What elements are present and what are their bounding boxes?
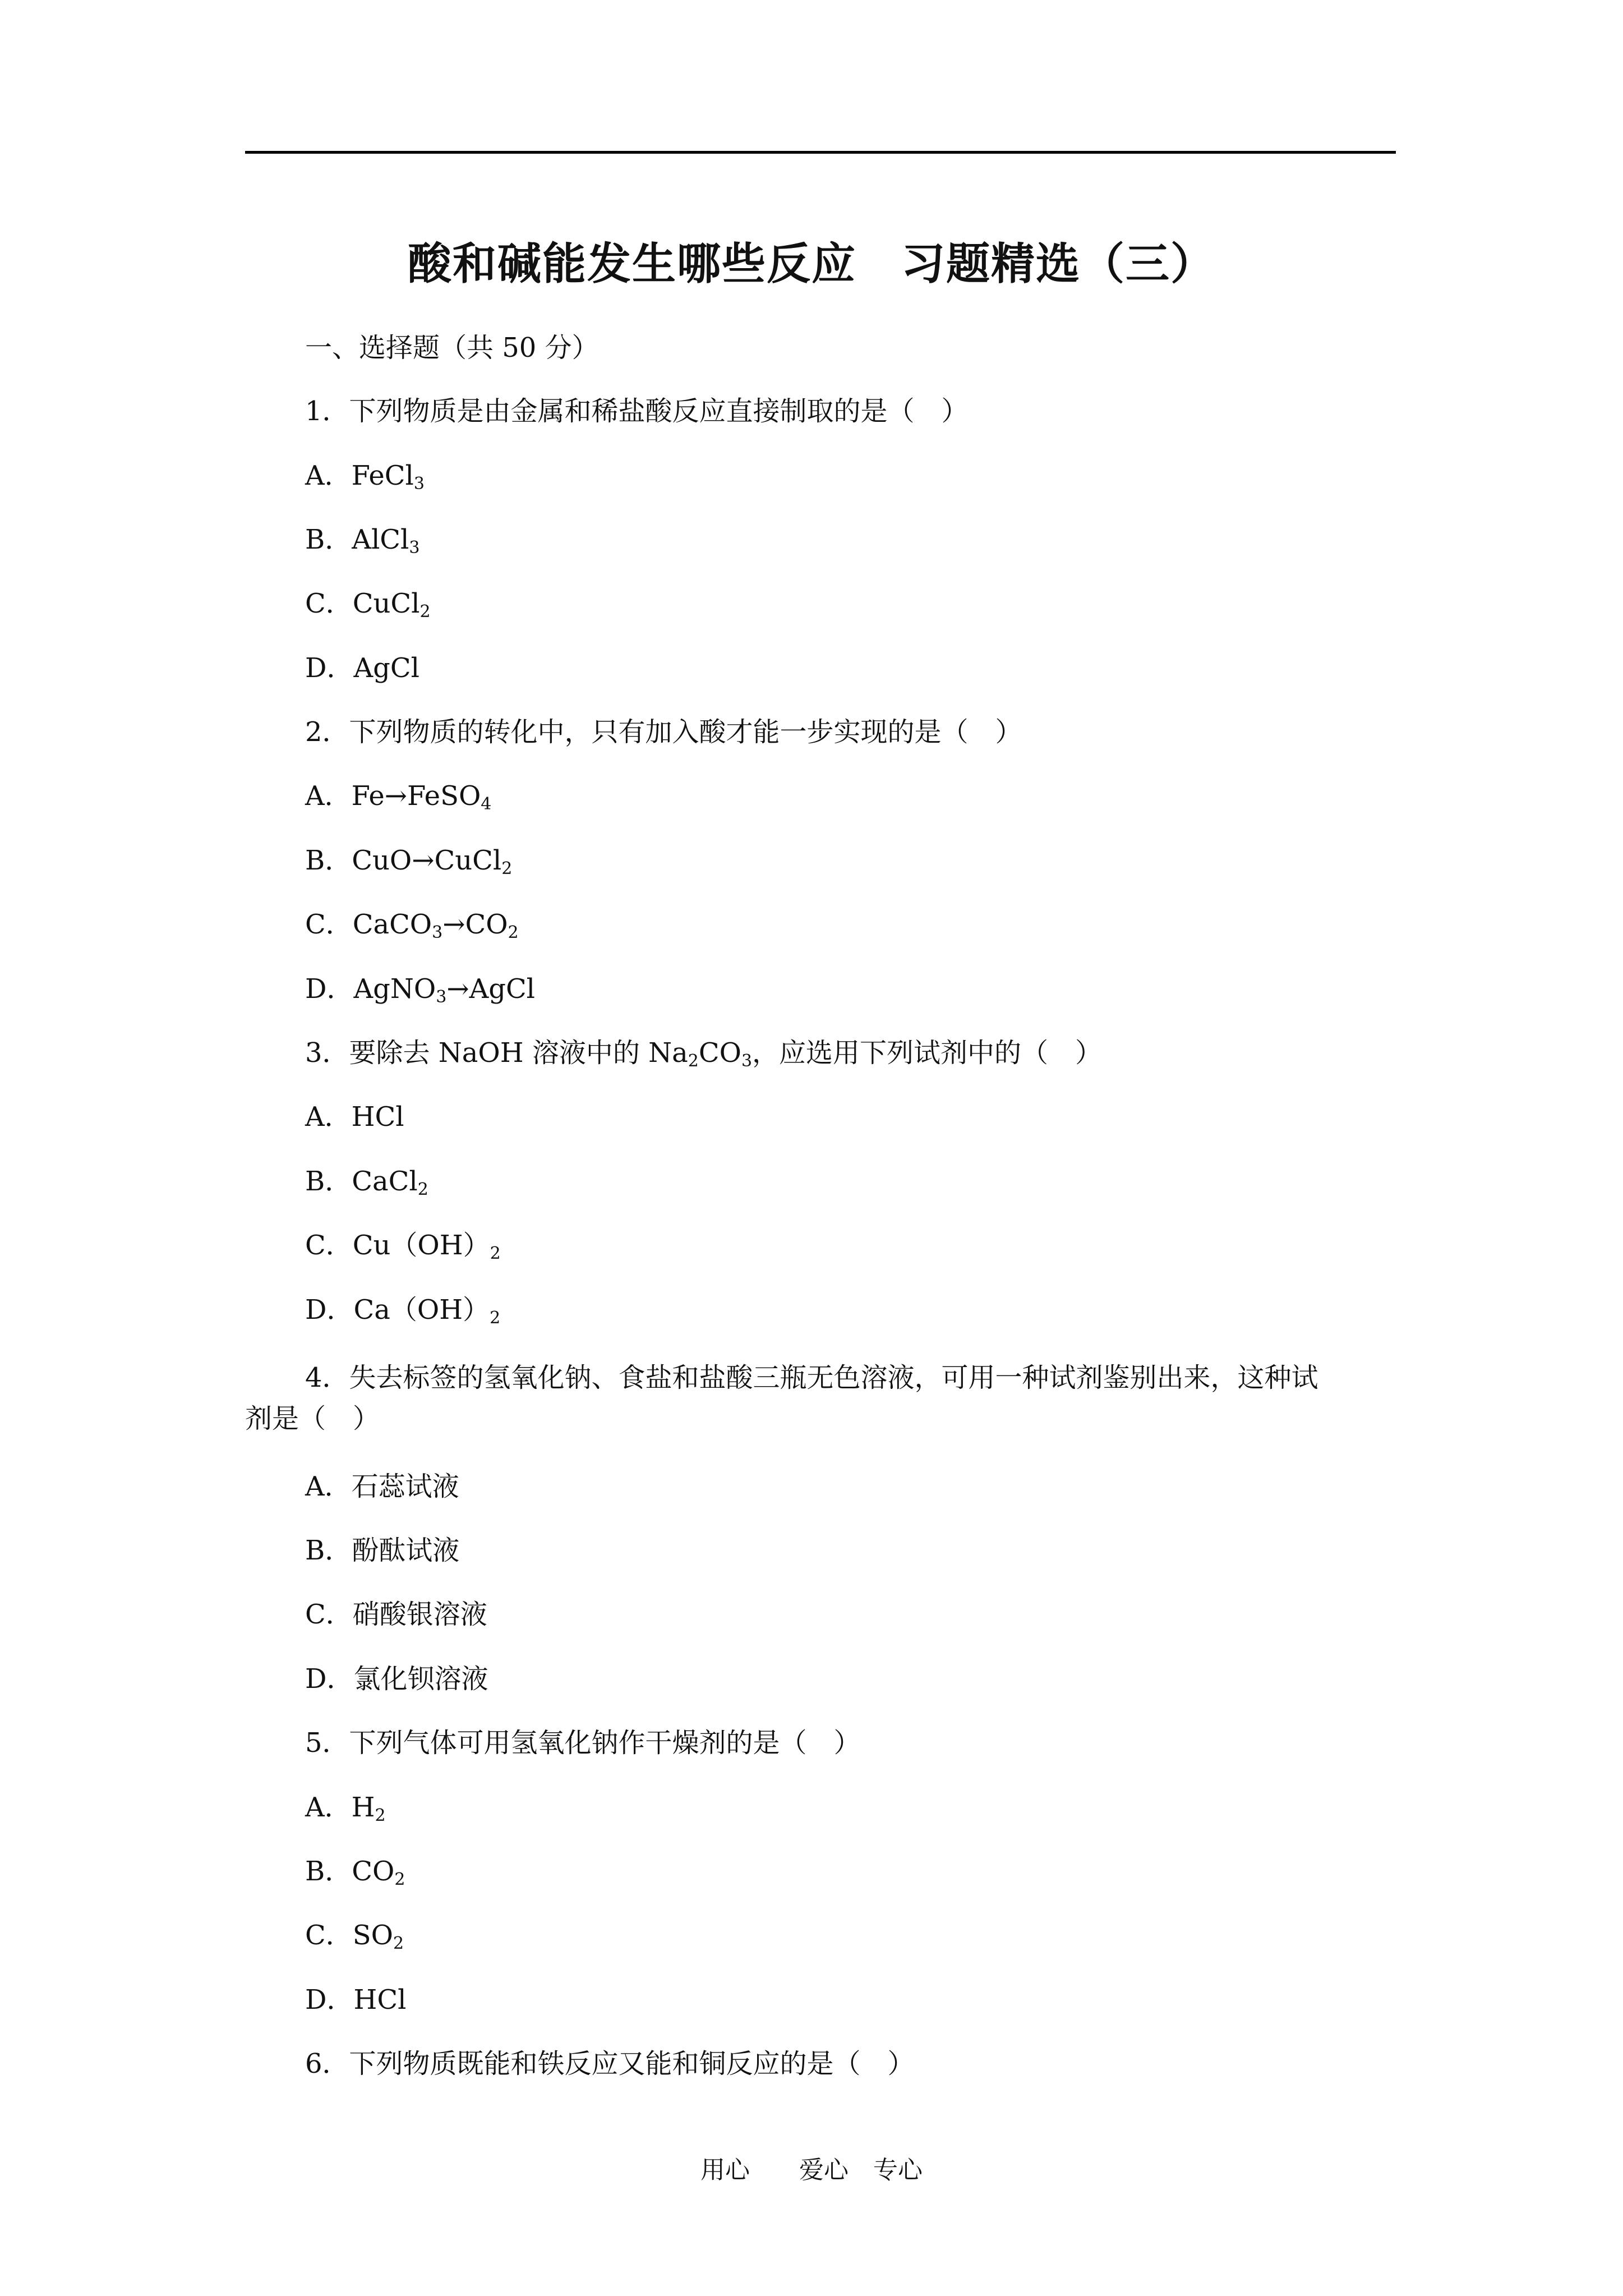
question-3-stem: 3．要除去 NaOH 溶液中的 $Na_2CO_3$，应选用下列试剂中的（ ） [305, 1037, 1103, 1071]
header-rule [245, 151, 1396, 154]
q5-option-c: C．$SO_2$ [305, 1920, 404, 1953]
q2-option-d: D．AgNO$_3$→AgCl [305, 973, 536, 1007]
q3-option-c: C．$Cu(OH)_2$ [305, 1230, 501, 1263]
q1-option-b: B．AlCl$_3$ [305, 524, 420, 558]
q3-option-a: A．HCl [305, 1101, 404, 1133]
q1-option-a: A．FeCl$_3$ [305, 460, 425, 494]
q4-option-c: C．硝酸银溶液 [305, 1599, 487, 1630]
page-title: 酸和碱能发生哪些反应 习题精选（三） [407, 239, 1215, 289]
question-1-stem: 1．下列物质是由金属和稀盐酸反应直接制取的是（ ） [305, 395, 969, 427]
q1-option-d: D．AgCl [305, 652, 419, 684]
q3-option-b: B．CaCl$_2$ [305, 1166, 428, 1199]
q2-option-c: C．$CaCO_3\to CO_2$ [305, 909, 519, 942]
question-4-stem-line2: 剂是（ ） [245, 1403, 380, 1434]
q4-option-b: B．酚酞试液 [305, 1535, 460, 1566]
section-heading: 一、选择题（共 50 分） [305, 332, 599, 364]
question-2-stem: 2．下列物质的转化中，只有加入酸才能一步实现的是（ ） [305, 716, 1022, 748]
q3-option-d: D．$Ca(OH)_2$ [305, 1294, 501, 1328]
q2-option-a: A．Fe→FeSO$_4$ [305, 780, 492, 814]
question-5-stem: 5．下列气体可用氢氧化钠作干燥剂的是（ ） [305, 1727, 861, 1759]
q4-option-a: A．石蕊试液 [305, 1471, 459, 1502]
q5-option-d: D．HCl [305, 1984, 407, 2016]
q2-option-b: B．CuO→CuCl$_2$ [305, 845, 513, 878]
q5-option-b: B．$CO_2$ [305, 1856, 405, 1889]
page-footer: 用心 爱心 专心 [700, 2156, 923, 2184]
q1-option-c: C．CuCl$_2$ [305, 588, 431, 622]
question-4-stem-line1: 4．失去标签的氢氧化钠、食盐和盐酸三瓶无色溶液，可用一种试剂鉴别出来，这种试 [305, 1362, 1318, 1393]
question-6-stem: 6．下列物质既能和铁反应又能和铜反应的是（ ） [305, 2048, 915, 2079]
q5-option-a: A．$H_2$ [305, 1792, 386, 1825]
q4-option-d: D．氯化钡溶液 [305, 1663, 488, 1695]
